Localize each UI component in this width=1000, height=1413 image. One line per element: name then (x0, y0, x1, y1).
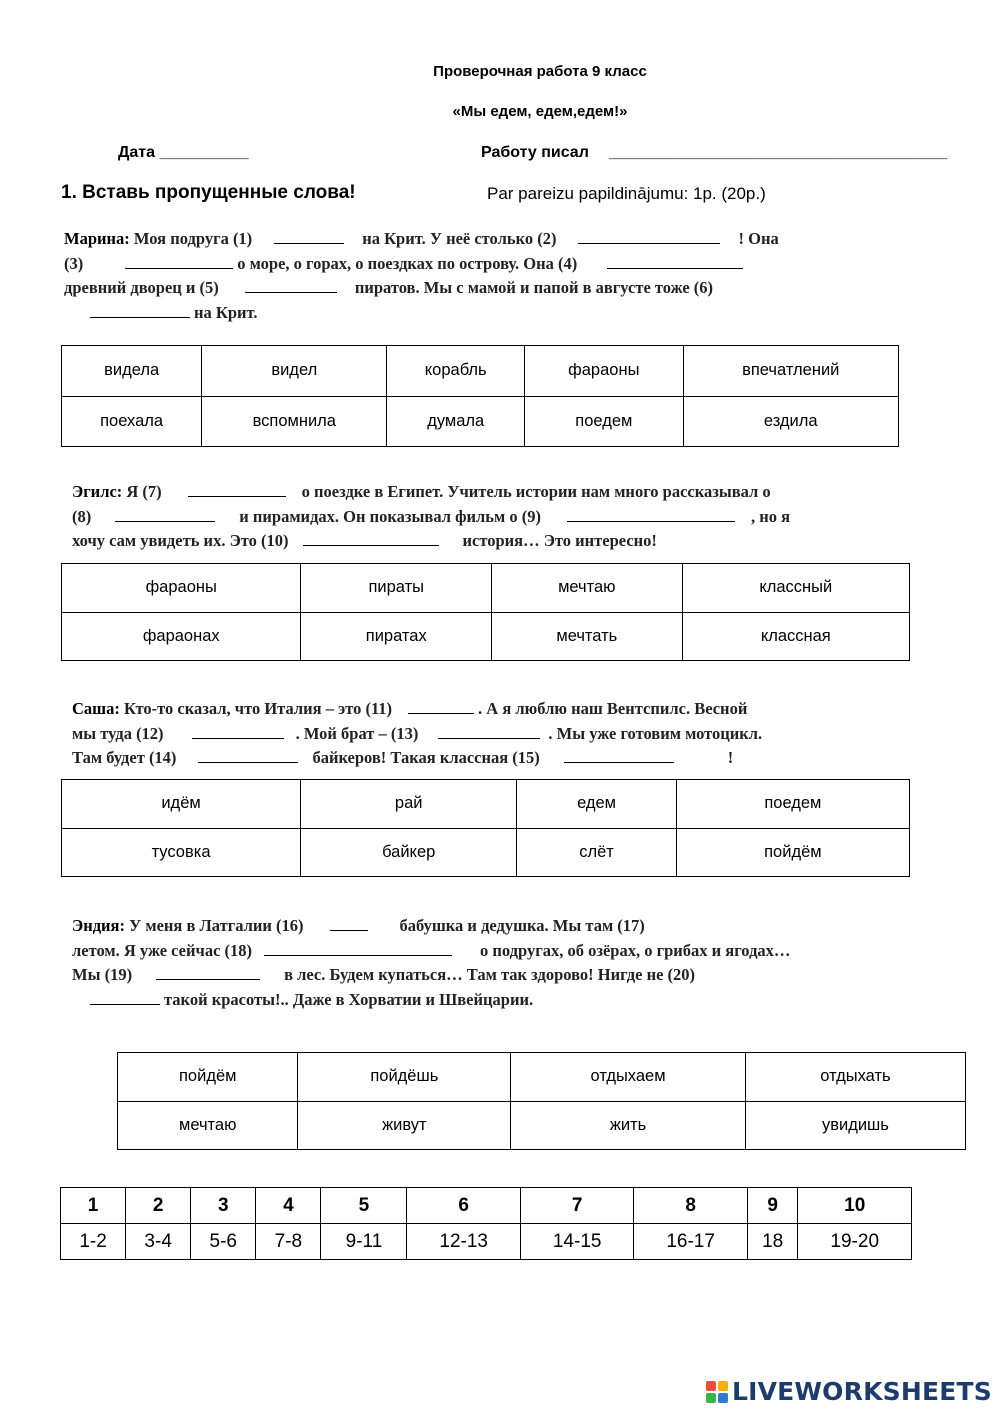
grading-table (60, 1187, 912, 1260)
word-cell: поехала (62, 396, 202, 447)
grade-cell: 10 (798, 1188, 912, 1224)
word-bank-table-2 (61, 563, 910, 661)
author-label: Работу писал (481, 144, 589, 161)
range-cell: 9-11 (321, 1224, 407, 1260)
answer-gap-14[interactable] (198, 747, 298, 763)
grade-cell: 5 (321, 1188, 407, 1224)
word-cell: слёт (517, 828, 676, 877)
word-bank-table-1 (61, 345, 899, 447)
grade-cell: 9 (747, 1188, 798, 1224)
answer-gap-11[interactable] (408, 698, 474, 714)
worksheet-title: Проверочная работа 9 класс (433, 63, 647, 80)
grade-cell: 2 (126, 1188, 191, 1224)
word-cell: рай (301, 780, 517, 829)
word-cell: мечтаю (118, 1101, 298, 1150)
passage-endija: Эндия: У меня в Латгалии (16) бабушка и дедушка. Мы там (17) летом. Я уже сейчас (18) о подругах, об озёрах, о грибах и ягодах… Мы (19) в лес. Будем купаться… Там так здорово! Нигде не (20) такой красоты!.. Даже в Хорватии и Швейцарии. (72, 916, 791, 1009)
word-cell: ездила (683, 396, 899, 447)
author-line: ______________________________________ (609, 144, 948, 161)
answer-gap-9[interactable] (567, 506, 735, 522)
word-cell: пиратах (301, 612, 492, 661)
range-cell: 1-2 (61, 1224, 126, 1260)
word-cell: фараонах (62, 612, 301, 661)
task-title: 1. Вставь пропущенные слова! (61, 182, 356, 203)
answer-gap-12[interactable] (192, 723, 284, 739)
word-cell: едем (517, 780, 676, 829)
word-cell: мечтать (492, 612, 683, 661)
word-cell: увидишь (745, 1101, 965, 1150)
word-bank-table-3 (61, 779, 910, 877)
word-cell: байкер (301, 828, 517, 877)
answer-gap-2[interactable] (578, 228, 720, 244)
logo-square (718, 1393, 728, 1403)
answer-gap-1[interactable] (274, 228, 344, 244)
worksheet-subtitle: «Мы едем, едем,едем!» (452, 103, 628, 120)
grade-cell: 3 (191, 1188, 256, 1224)
word-cell: отдыхать (745, 1053, 965, 1102)
logo-square (706, 1381, 716, 1391)
word-cell: классная (682, 612, 909, 661)
word-cell: отдыхаем (511, 1053, 746, 1102)
answer-gap-6[interactable] (90, 302, 190, 318)
word-cell: классный (682, 564, 909, 613)
answer-gap-17[interactable] (264, 940, 354, 956)
speaker-name: Саша: (72, 699, 120, 718)
range-cell: 19-20 (798, 1224, 912, 1260)
speaker-name: Эгилс: (72, 482, 123, 501)
logo-text: LIVEWORKSHEETS (731, 1377, 992, 1406)
word-cell: пираты (301, 564, 492, 613)
word-cell: фараоны (62, 564, 301, 613)
range-cell: 3-4 (126, 1224, 191, 1260)
answer-gap-18[interactable] (348, 940, 452, 956)
range-cell: 5-6 (191, 1224, 256, 1260)
word-cell: фараоны (525, 346, 683, 397)
word-cell: пойдём (118, 1053, 298, 1102)
range-cell: 7-8 (256, 1224, 321, 1260)
logo-mark-icon (706, 1381, 728, 1403)
speaker-name: Марина: (64, 229, 130, 248)
word-cell: живут (298, 1101, 511, 1150)
word-cell: пойдём (676, 828, 909, 877)
word-cell: думала (387, 396, 525, 447)
answer-gap-7[interactable] (188, 481, 286, 497)
answer-gap-3[interactable] (125, 253, 233, 269)
range-cell: 12-13 (407, 1224, 520, 1260)
word-cell: видела (62, 346, 202, 397)
grade-cell: 4 (256, 1188, 321, 1224)
word-cell: впечатлений (683, 346, 899, 397)
word-cell: мечтаю (492, 564, 683, 613)
answer-gap-10[interactable] (303, 530, 439, 546)
grade-cell: 8 (634, 1188, 747, 1224)
range-cell: 16-17 (634, 1224, 747, 1260)
task-points: Par pareizu papildinājumu: 1p. (20p.) (487, 184, 766, 203)
word-cell: жить (511, 1101, 746, 1150)
word-cell: поедем (676, 780, 909, 829)
answer-gap-16[interactable] (330, 915, 368, 931)
answer-gap-8[interactable] (115, 506, 215, 522)
answer-gap-20[interactable] (90, 989, 160, 1005)
word-cell: видел (202, 346, 387, 397)
grade-cell: 6 (407, 1188, 520, 1224)
date-label: Дата __________ (118, 144, 249, 161)
range-cell: 18 (747, 1224, 798, 1260)
word-cell: вспомнила (202, 396, 387, 447)
speaker-name: Эндия: (72, 916, 125, 935)
answer-gap-15[interactable] (564, 747, 674, 763)
answer-gap-4[interactable] (607, 253, 743, 269)
logo-square (718, 1381, 728, 1391)
passage-marina: Марина: Моя подруга (1) на Крит. У неё столько (2) ! Она (3) о море, о горах, о поездках по острову. Она (4) древний дворец и (5) пиратов. Мы с мамой и папой в августе тоже (6) на Крит. (64, 229, 779, 322)
grade-cell: 7 (520, 1188, 633, 1224)
range-cell: 14-15 (520, 1224, 633, 1260)
word-cell: тусовка (62, 828, 301, 877)
liveworksheets-logo[interactable] (706, 1377, 992, 1406)
word-cell: идём (62, 780, 301, 829)
word-cell: поедем (525, 396, 683, 447)
passage-egils: Эгилс: Я (7) о поездке в Египет. Учитель истории нам много рассказывал о (8) и пирамидах. Он показывал фильм о (9) , но я хочу сам увидеть их. Это (10) история… Это интересно! (72, 482, 791, 550)
answer-gap-5[interactable] (245, 277, 337, 293)
word-cell: пойдёшь (298, 1053, 511, 1102)
grade-cell: 1 (61, 1188, 126, 1224)
word-bank-table-4 (117, 1052, 966, 1150)
word-cell: корабль (387, 346, 525, 397)
answer-gap-19[interactable] (156, 964, 260, 980)
answer-gap-13[interactable] (438, 723, 540, 739)
logo-square (706, 1393, 716, 1403)
passage-sasha: Саша: Кто-то сказал, что Италия – это (11) . А я люблю наш Вентспилс. Весной мы туда (12) . Мой брат – (13) . Мы уже готовим мотоцикл. Там будет (14) байкеров! Такая классная (15) ! (72, 699, 763, 767)
